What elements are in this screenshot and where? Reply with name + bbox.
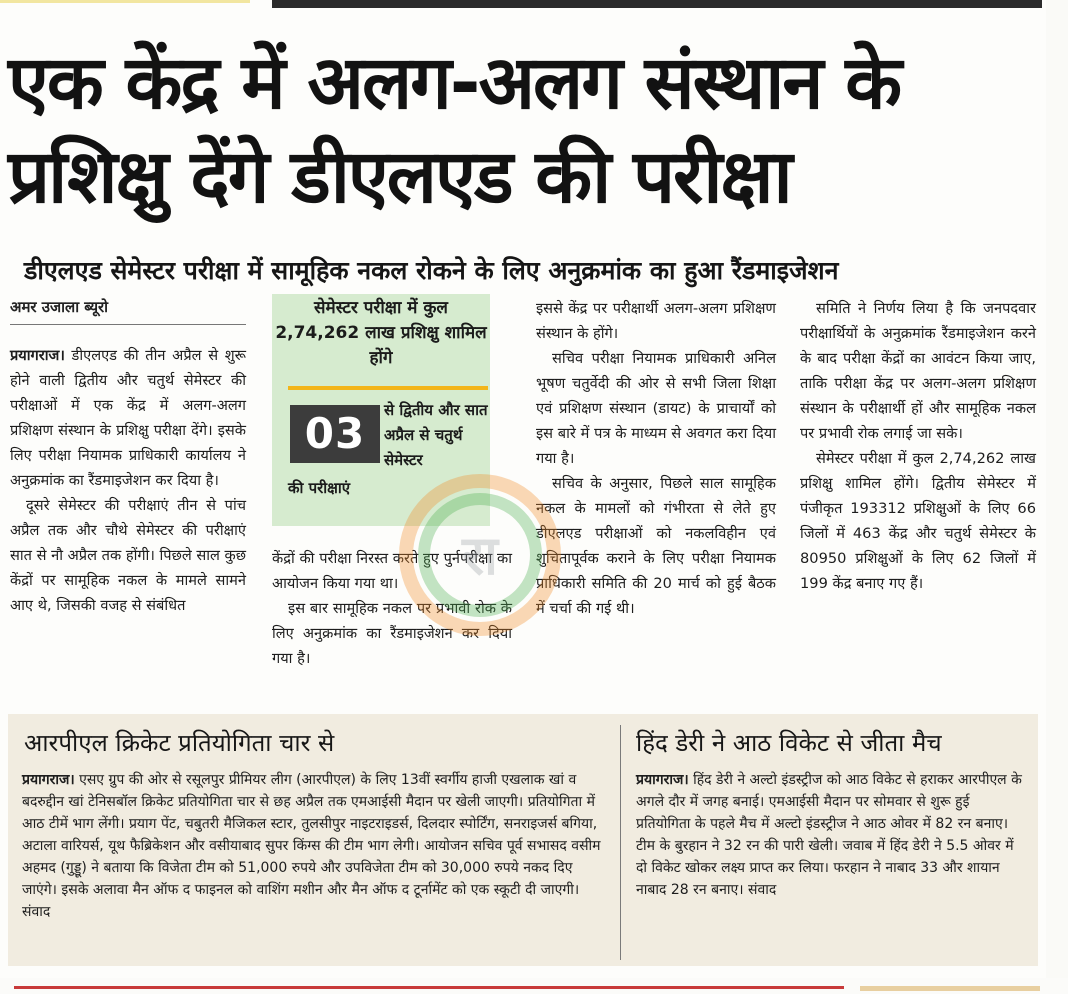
col4-paragraph-2: सेमेस्टर परीक्षा में कुल 2,74,262 लाख प्रशिक्षु शामिल होंगे। द्वितीय सेमेस्टर में पंजीकृत 193312 प्रशिक्षुओं के लिए 66 जिलों में 463 केंद्र और चतुर्थ सेमेस्टर के 80950 प्रशिक्षुओं के लिए 62 जिलों में 199 केंद्र बनाए गए हैं। [800,450,1036,592]
factbox-total: सेमेस्टर परीक्षा में कुल 2,74,262 लाख प्रशिक्षु शामिल होंगे [275,298,487,368]
factbox-number: 03 [290,405,380,463]
bottom-rule-red [14,986,844,989]
col3-paragraph-3: सचिव के अनुसार, पिछले साल सामूहिक नकल के मामलों को गंभीरता से लेते हुए डीएलएड परीक्षाओं को नकलविहीन एवं शुचितापूर्वक कराने के लिए परीक्षा नियामक प्राधिकारी समिति की 20 मार्च को हुई बैठक में चर्चा की गई थी। [536,475,776,617]
box-right-title: हिंद डेरी ने आठ विकेट से जीता मैच [636,729,942,757]
top-rule-left [0,0,250,3]
col3-paragraph-2: सचिव परीक्षा नियामक प्राधिकारी अनिल भूषण चतुर्वेदी की ओर से सभी जिला शिक्षा एवं प्रशिक्षण संस्थान (डायट) के प्राचार्यों को इस बारे में पत्र के माध्यम से अवगत करा दिया गया है। [536,350,776,467]
box-right-body [636,769,1028,901]
article-column-3 [536,296,776,621]
box-left-body [22,769,606,923]
headline: एक केंद्र में अलग-अलग संस्थान के प्रशिक्षु देंगे डीएलएड की परीक्षा [8,40,901,220]
watermark-logo [395,470,565,640]
box-left-place: प्रयागराज। [22,772,75,788]
col3-paragraph-1: इससे केंद्र पर परीक्षार्थी अलग-अलग प्रशिक्षण संस्थान के होंगे। [536,300,776,342]
col1-paragraph-1 [10,343,246,493]
box-right-place: प्रयागराज। [636,772,689,788]
article-column-1 [10,343,246,618]
box-left-text: एसए ग्रुप की ओर से रसूलपुर प्रीमियर लीग (आरपीएल) के लिए 13वीं स्वर्गीय हाजी एखलाक खां व बदरुद्दीन खां टेनिसबॉल क्रिकेट प्रतियोगिता चार से छह अप्रैल तक एमआईसी मैदान पर खेली जाएगी। प्रतियोगिता में आठ टीमें भाग लेंगी। प्रयाग पेंट, चबुतरी मैजिकल स्टार, तुलसीपुर नाइटराइडर्स, दिलदार स्पोर्टिंग, सनराइजर्स बगिया, अटाला वारियर्स, यूथ फैब्रिकेशन और वसीयाबाद सुपर किंग्स की टीम भाग लेगी। आयोजन सचिव पूर्व सभासद वसीम अहमद (गुड्डू) ने बताया कि विजेता टीम को 51,000 रुपये और उपविजेता टीम को 30,000 रुपये नकद दिए जाएंगे। इसके अलावा मैन ऑफ द फाइनल को वाशिंग मशीन और मैन ऑफ द टूर्नामेंट को एक स्कूटी दी जाएगी। संवाद [22,772,601,920]
factbox-rule [288,386,488,390]
col4-paragraph-1: समिति ने निर्णय लिया है कि जनपदवार परीक्षार्थियों के अनुक्रमांक रैंडमाइजेशन करने के बाद परीक्षा केंद्रों का आवंटन किया जाए, ताकि परीक्षा केंद्र पर अलग-अलग प्रशिक्षण संस्थान के परीक्षार्थी हों और सामूहिक नकल पर प्रभावी रोक लगाई जा सके। [800,300,1036,442]
box-left-title: आरपीएल क्रिकेट प्रतियोगिता चार से [24,729,335,757]
byline-rule [10,324,246,325]
col1-text-1: डीएलएड की तीन अप्रैल से शुरू होने वाली द्वितीय और चतुर्थ सेमेस्टर की परीक्षाओं में एक केंद्र में अलग-अलग प्रशिक्षण संस्थान के प्रशिक्षु परीक्षा देंगे। इसके लिए परीक्षा नियामक प्राधिकारी कार्यालय ने अनुक्रमांक का रैंडमाइजेशन कर दिया है। [10,347,246,489]
dateline-place: प्रयागराज। [10,347,65,364]
col2-paragraph-2: इस बार सामूहिक नकल पर प्रभावी रोक के लिए अनुक्रमांक का रैंडमाइजेशन कर दिया गया है। [272,600,512,667]
col1-paragraph-2: दूसरे सेमेस्टर की परीक्षाएं तीन से पांच अप्रैल तक और चौथे सेमेस्टर की परीक्षाएं सात से नौ अप्रैल तक होंगी। पिछले साल कुछ केंद्रों पर सामूहिक नकल के मामले सामने आए थे, जिसकी वजह से संबंधित [10,497,246,614]
top-rule [272,0,1042,8]
col2-paragraph-1: केंद्रों की परीक्षा निरस्त करते हुए पुर्नपरीक्षा का आयोजन किया गया था। [272,550,512,592]
box-right-text: हिंद डेरी ने अल्टो इंडस्ट्रीज को आठ विकेट से हराकर आरपीएल के अगले दौर में जगह बनाई। एमआईसी मैदान पर सोमवार से शुरू हुई प्रतियोगिता के पहले मैच में अल्टो इंडस्ट्रीज ने आठ ओवर में 82 रन बनाए। टीम के बुरहान ने 32 रन की पारी खेली। जवाब में हिंद डेरी ने 5.5 ओवर में दो विकेट खोकर लक्ष्य प्राप्त कर लिया। फरहान ने नाबाद 33 और शायान नाबाद 28 रन बनाए। संवाद [636,772,1022,898]
factbox-number-text-tail: की परीक्षाएं [288,479,351,497]
bottom-panel-divider [620,725,621,960]
byline: अमर उजाला ब्यूरो [10,298,109,316]
watermark-glyph: रा [461,524,499,587]
subheadline: डीएलएड सेमेस्टर परीक्षा में सामूहिक नकल रोकने के लिए अनुक्रमांक का हुआ रैंडमाइजेशन [24,256,839,285]
bottom-rule-tan [860,986,1040,991]
adjacent-column-edge [1046,0,1068,994]
article-column-4 [800,296,1036,596]
factbox-number-text: से द्वितीय और सात अप्रैल से चतुर्थ सेमेस्टर [384,401,488,469]
